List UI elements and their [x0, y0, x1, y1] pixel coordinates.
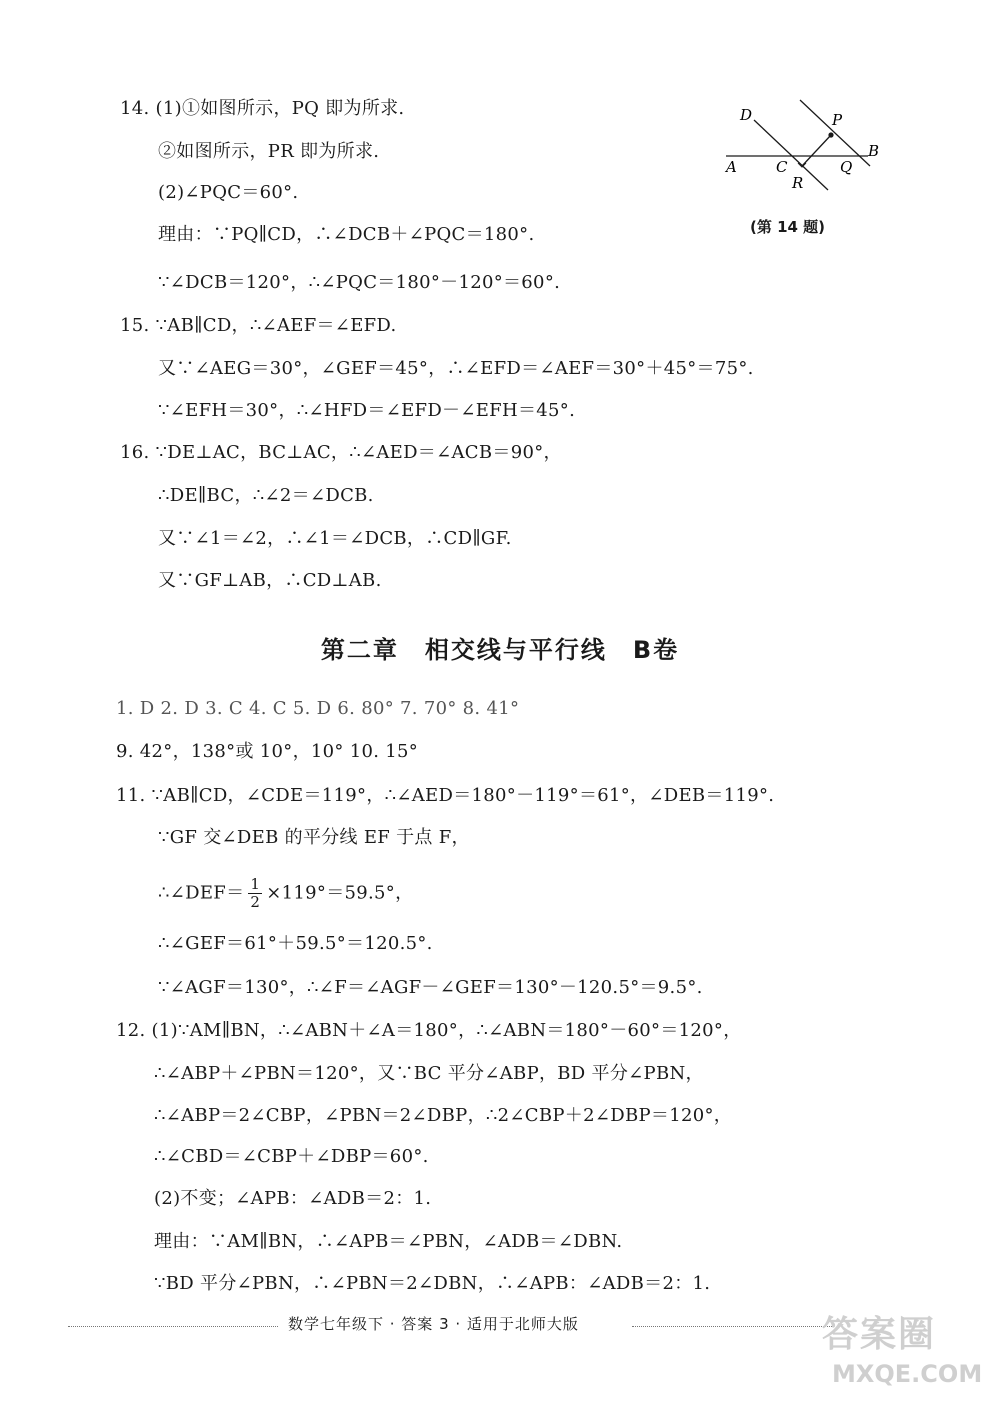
label-D: D [740, 106, 753, 124]
footer-divider-left [68, 1326, 278, 1327]
q12-line-5: (2)不变；∠APB：∠ADB＝2：1. [154, 1188, 432, 1209]
q15-line-2: 又∵∠AEG＝30°，∠GEF＝45°，∴∠EFD＝∠AEF＝30°＋45°＝75°. [158, 358, 754, 379]
q12-line-1: 12. (1)∵AM∥BN，∴∠ABN＋∠A＝180°，∴∠ABN＝180°－60°＝120°， [116, 1020, 742, 1041]
q11-line-1: 11. ∵AB∥CD，∠CDE＝119°，∴∠AED＝180°－119°＝61°，∠DEB＝119°. [116, 785, 775, 806]
q14-line-1: 14. (1)①如图所示，PQ 即为所求. [120, 98, 405, 119]
q12-line-4: ∴∠CBD＝∠CBP＋∠DBP＝60°. [154, 1146, 429, 1167]
q14-line-4: 理由：∵PQ∥CD，∴∠DCB＋∠PQC＝180°. [158, 224, 535, 245]
label-C: C [776, 158, 788, 176]
label-B: B [868, 142, 880, 160]
section-title: 第二章 相交线与平行线 B卷 [320, 636, 680, 664]
label-Q: Q [840, 158, 853, 176]
segment-PR [802, 135, 831, 166]
fraction-numerator: 1 [250, 875, 261, 893]
q14-line-3: (2)∠PQC＝60°. [158, 182, 299, 203]
q11-line-3 [158, 876, 413, 911]
q15-line-3: ∵∠EFH＝30°，∴∠HFD＝∠EFD－∠EFH＝45°. [158, 400, 576, 421]
label-P: P [832, 111, 843, 129]
fraction-denominator: 2 [250, 893, 261, 911]
q16-line-2: ∴DE∥BC，∴∠2＝∠DCB. [158, 485, 374, 506]
q11-line-4: ∴∠GEF＝61°＋59.5°＝120.5°. [158, 933, 433, 954]
q11-line-3-post: ×119°＝59.5°， [266, 882, 414, 904]
q11-line-2: ∵GF 交∠DEB 的平分线 EF 于点 F， [158, 827, 470, 848]
q16-line-1: 16. ∵DE⊥AC，BC⊥AC，∴∠AED＝∠ACB＝90°， [120, 442, 562, 463]
q16-line-4: 又∵GF⊥AB，∴CD⊥AB. [158, 570, 382, 591]
answers-line-2: 9. 42°，138°或 10°，10° 10. 15° [116, 741, 419, 762]
q12-line-6: 理由：∵AM∥BN，∴∠APB＝∠PBN，∠ADB＝∠DBN. [154, 1231, 623, 1252]
fraction-half [248, 876, 262, 911]
figure-caption: (第 14 题) [750, 218, 826, 236]
answers-line-1: 1. D 2. D 3. C 4. C 5. D 6. 80° 7. 70° 8. 41° [116, 698, 520, 719]
label-R: R [792, 174, 804, 192]
geometry-figure [718, 98, 898, 198]
q15-line-1: 15. ∵AB∥CD，∴∠AEF＝∠EFD. [120, 315, 397, 336]
label-A: A [726, 158, 737, 176]
q12-line-3: ∴∠ABP＝2∠CBP，∠PBN＝2∠DBP，∴2∠CBP＋2∠DBP＝120°， [154, 1105, 733, 1126]
page-footer: 数学七年级下 · 答案 3 · 适用于北师大版 [288, 1315, 579, 1333]
q14-line-2: ②如图所示，PR 即为所求. [158, 141, 380, 162]
q11-line-3-pre: ∴∠DEF＝ [158, 882, 245, 904]
q12-line-2: ∴∠ABP＋∠PBN＝120°，又∵BC 平分∠ABP，BD 平分∠PBN， [154, 1063, 704, 1084]
footer-divider-right [632, 1326, 832, 1327]
q12-line-7: ∵BD 平分∠PBN，∴∠PBN＝2∠DBN，∴∠APB：∠ADB＝2：1. [154, 1273, 711, 1294]
q11-line-5: ∵∠AGF＝130°，∴∠F＝∠AGF－∠GEF＝130°－120.5°＝9.5°. [158, 977, 703, 998]
q16-line-3: 又∵∠1＝∠2，∴∠1＝∠DCB，∴CD∥GF. [158, 528, 512, 549]
line-DC [754, 120, 828, 190]
q14-line-5: ∵∠DCB＝120°，∴∠PQC＝180°－120°＝60°. [158, 272, 561, 293]
point-P [828, 132, 833, 137]
watermark-url: MXQE.COM [832, 1360, 983, 1388]
watermark-logo: 答案圈 [822, 1314, 937, 1355]
